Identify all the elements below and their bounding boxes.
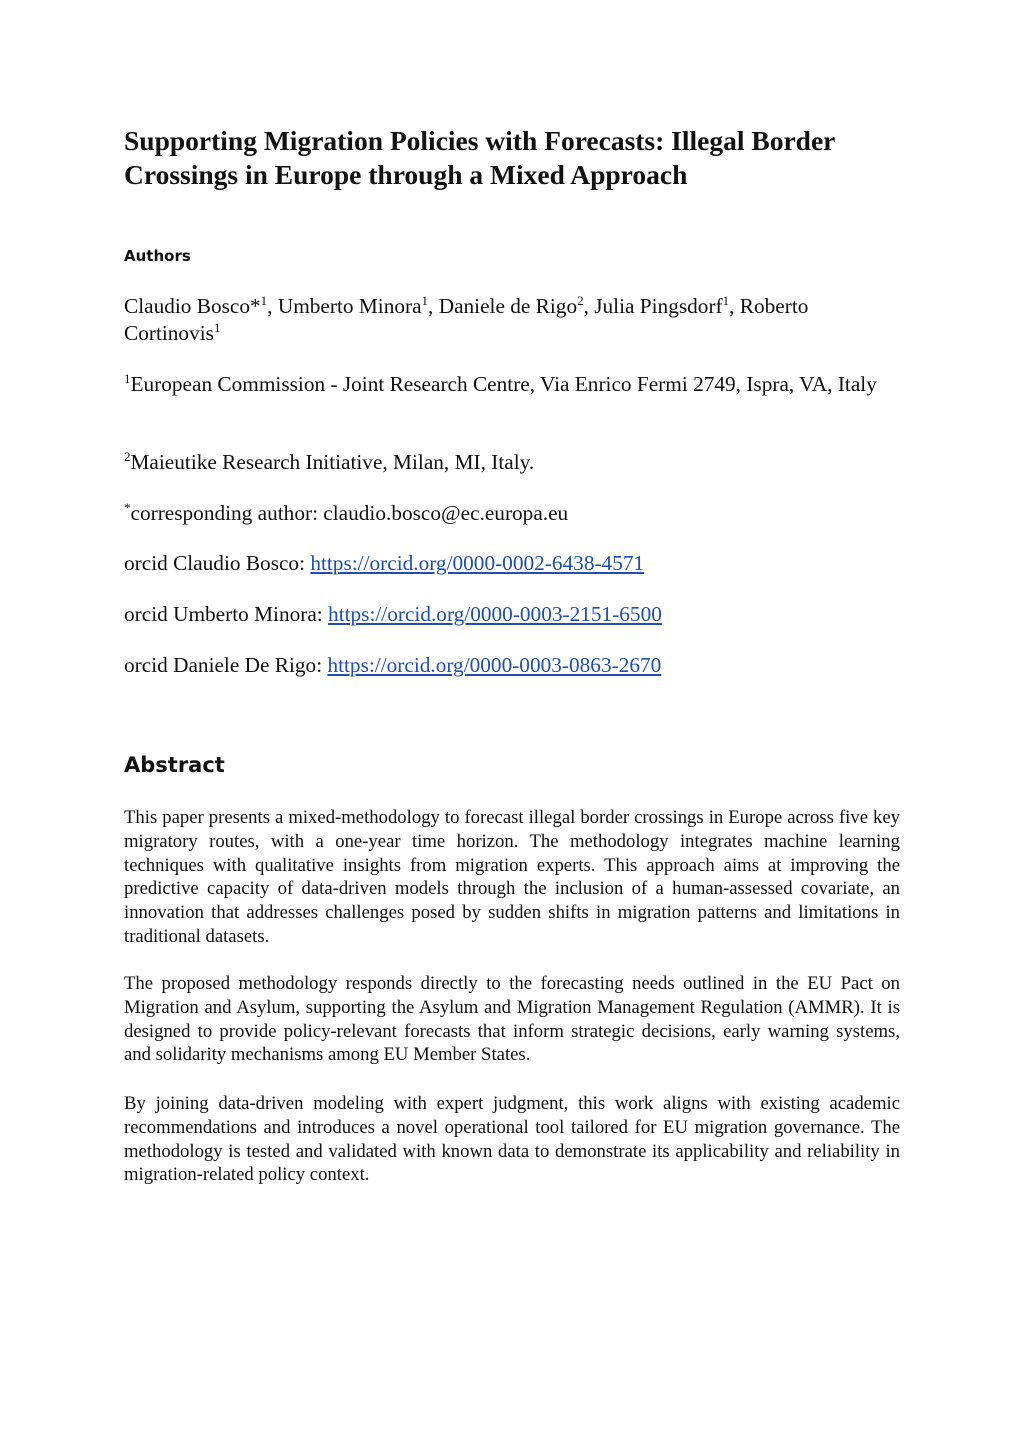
abstract-paragraph: By joining data-driven modeling with expert judgment, this work aligns with existing academic recommendations and introduces a novel operational tool tailored for EU migration governance. The methodology is tested and validated with known data to demonstrate its applicability and reliability in migration-related policy context. bbox=[124, 1093, 900, 1186]
author-name: Claudio Bosco* bbox=[124, 294, 261, 318]
affiliation-1 bbox=[124, 371, 884, 398]
abstract-paragraph: This paper presents a mixed-methodology to forecast illegal border crossings in Europe across five key migratory routes, with a one-year time horizon. The methodology integrates machine learning techniques with qualitative insights from migration experts. This approach aims at improving the predictive capacity of data-driven models through the inclusion of a human-assessed covariate, an innovation that addresses challenges posed by sudden shifts in migration patterns and limitations in traditional datasets. bbox=[124, 807, 900, 947]
orcid-link[interactable]: https://orcid.org/0000-0002-6438-4571 bbox=[310, 551, 645, 575]
orcid-link[interactable]: https://orcid.org/0000-0003-0863-2670 bbox=[327, 653, 662, 677]
affiliation-text: Maieutike Research Initiative, Milan, MI, Italy. bbox=[130, 450, 535, 474]
affiliation-text: European Commission - Joint Research Centre, Via Enrico Fermi 2749, Ispra, VA, Italy bbox=[130, 372, 877, 396]
affiliation-mark: 2 bbox=[124, 449, 131, 464]
author-name: Umberto Minora bbox=[277, 294, 422, 318]
orcid-label: orcid Daniele De Rigo: bbox=[124, 653, 328, 677]
author-name: Roberto Cortinovis bbox=[124, 294, 809, 345]
author-name: Julia Pingsdorf bbox=[594, 294, 723, 318]
affiliation-mark: 1 bbox=[124, 371, 131, 386]
paper-title: Supporting Migration Policies with Forecasts: Illegal Border Crossings in Europe through a Mixed Approach bbox=[124, 125, 835, 190]
orcid-label: orcid Umberto Minora: bbox=[124, 602, 329, 626]
author-list bbox=[124, 293, 900, 347]
author-separator: , bbox=[729, 294, 740, 318]
orcid-line bbox=[124, 652, 900, 679]
affiliation-2 bbox=[124, 449, 900, 476]
author-affiliation-mark: 2 bbox=[577, 293, 584, 308]
author-affiliation-mark: 1 bbox=[421, 293, 429, 308]
orcid-line bbox=[124, 550, 900, 577]
author-separator: , bbox=[428, 294, 439, 318]
corresponding-author bbox=[124, 500, 900, 527]
abstract-paragraph: The proposed methodology responds directly to the forecasting needs outlined in the EU Pact on Migration and Asylum, supporting the Asylum and Migration Management Regulation (AMMR). It is designed to provide policy-relevant forecasts that inform strategic decisions, early warning systems, and solidarity mechanisms among EU Member States. bbox=[124, 973, 900, 1066]
author-affiliation-mark: 1 bbox=[213, 320, 221, 335]
orcid-line bbox=[124, 601, 900, 628]
author-name: Daniele de Rigo bbox=[438, 294, 578, 318]
orcid-link[interactable]: https://orcid.org/0000-0003-2151-6500 bbox=[328, 602, 662, 626]
corresponding-mark: * bbox=[124, 500, 131, 515]
orcid-label: orcid Claudio Bosco: bbox=[124, 551, 311, 575]
author-separator: , bbox=[267, 294, 278, 318]
author-separator: , bbox=[583, 294, 595, 318]
author-affiliation-mark: 1 bbox=[260, 293, 268, 308]
author-affiliation-mark: 1 bbox=[722, 293, 730, 308]
authors-heading: Authors bbox=[124, 247, 191, 265]
corresponding-text: corresponding author: claudio.bosco@ec.europa.eu bbox=[130, 501, 569, 525]
abstract-heading: Abstract bbox=[124, 753, 225, 777]
